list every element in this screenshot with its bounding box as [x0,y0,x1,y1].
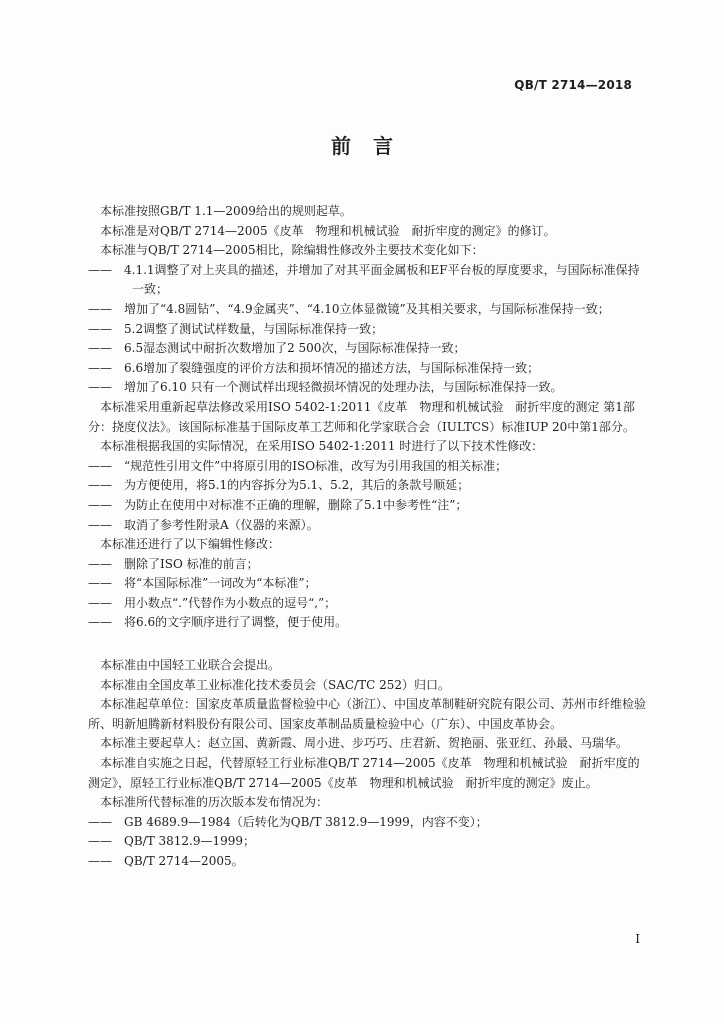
paragraph: 本标准所代替标准的历次版本发布情况为： [100,795,329,810]
list-item: —— 6.6增加了裂缝强度的评价方法和损坏情况的描述方法，与国际标准保持一致； [88,360,540,375]
list-item: —— 为防止在使用中对标准不正确的理解，删除了5.1中参考性“注”； [88,497,468,512]
technical-modifications-list [88,457,648,535]
list-item: —— 5.2调整了测试试样数量，与国际标准保持一致； [88,321,384,336]
page-title: 前言 [331,134,415,158]
paragraph: 本标准主要起草人：赵立国、黄新霞、周小进、步巧巧、庄君新、贺艳丽、张亚红、孙最、马瑞华。 [100,736,629,751]
paragraph: 本标准按照GB/T 1.1—2009给出的规则起草。 [100,204,352,218]
paragraph: 本标准由全国皮革工业标准化技术委员会（SAC/TC 252）归口。 [100,677,451,692]
list-item: —— 6.5湿态测试中耐折次数增加了2 500次，与国际标准保持一致； [88,341,466,356]
technical-changes-list [88,261,648,398]
list-item: —— 将“本国际标准”一词改为“本标准”； [88,576,317,591]
list-item: —— QB/T 2714—2005。 [88,854,244,868]
editorial-modifications-list [88,555,648,633]
list-item: —— “规范性引用文件”中将原引用的ISO标准，改写为引用我国的相关标准； [88,458,508,473]
page-number: I [635,932,640,946]
list-item: —— 将6.6的文字顺序进行了调整，便于使用。 [88,615,348,630]
list-item: —— 4.1.1调整了对上夹具的描述，并增加了对其平面金属板和EF平台板的厚度要求，与国际标准保持一致； [88,262,640,297]
paragraph: 本标准是对QB/T 2714—2005《皮革 物理和机械试验 耐折牢度的测定》的修订。 [100,223,556,238]
paragraph: 本标准由中国轻工业联合会提出。 [100,658,281,673]
paragraph: 本标准还进行了以下编辑性修改： [100,537,281,552]
list-item: —— GB 4689.9—1984（后转化为QB/T 3812.9—1999，内容不变）； [88,814,488,829]
paragraph: 本标准起草单位：国家皮革质量监督检验中心（浙江）、中国皮革制鞋研究院有限公司、苏州市纤维检验所、明新旭腾新材料股份有限公司、国家皮革制品质量检验中心（广东）、中国皮革协会。 [88,697,647,731]
paragraph: 本标准自实施之日起，代替原轻工行业标准QB/T 2714—2005《皮革 物理和机械试验 耐折牢度的测定》，原轻工行业标准QB/T 2714—2005《皮革 物理和机械试验 耐折牢度的测定》废止。 [88,756,640,790]
list-item: —— 为方便使用，将5.1的内容拆分为5.1、5.2，其后的条款号顺延； [88,478,470,493]
list-item: —— 用小数点“.”代替作为小数点的逗号“,”； [88,595,337,610]
list-item: —— 增加了6.10 只有一个测试样出现轻微损坏情况的处理办法，与国际标准保持一致。 [88,380,563,395]
section-gap [88,633,648,656]
list-item: —— 取消了参考性附录A（仪器的来源）。 [88,517,319,532]
history-list [88,813,648,872]
list-item: —— 删除了ISO 标准的前言； [88,556,259,571]
paragraph: 本标准与QB/T 2714—2005相比，除编辑性修改外主要技术变化如下： [100,243,484,258]
list-item: —— QB/T 3812.9—1999； [88,834,256,849]
preface-body [88,202,648,872]
paragraph: 本标准根据我国的实际情况，在采用ISO 5402-1:2011 时进行了以下技术性修改： [100,439,544,454]
standard-code: QB/T 2714—2018 [514,78,632,92]
list-item: —— 增加了“4.8圆钻”、“4.9金属夹”、“4.10立体显微镜”及其相关要求，与国际标准保持一致； [88,301,610,316]
paragraph: 本标准采用重新起草法修改采用ISO 5402-1:2011《皮革 物理和机械试验 耐折牢度的测定 第1部分：挠度仪法》。该国际标准基于国际皮革工艺师和化学家联合会（IULTCS）标准IUP 20中第1部分。 [88,399,635,434]
